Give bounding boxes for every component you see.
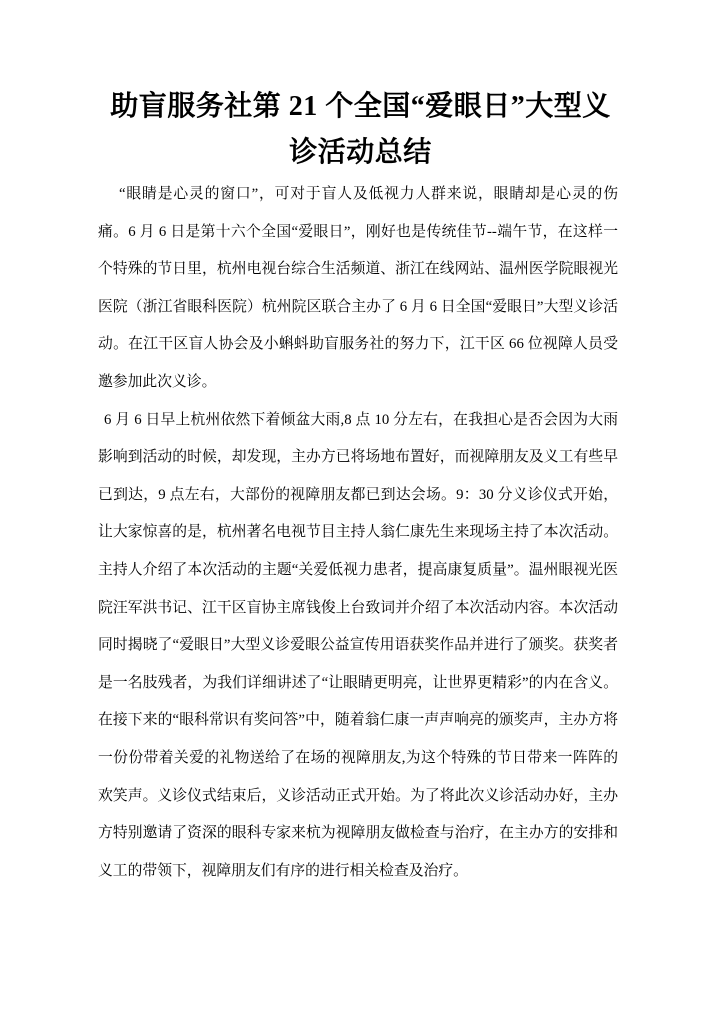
paragraph-event-details: 6 月 6 日早上杭州依然下着倾盆大雨,8 点 10 分左右，在我担心是否会因为大雨影响到活动的时候，却发现，主办方已将场地布置好，而视障朋友及义工有些早已到达，9 点左右，大部份的视障朋友都已到达会场。9：30 分义诊仪式开始，让大家惊喜的是，杭州著名电视节目主持人翁仁康先生来现场主持了本次活动。主持人介绍了本次活动的主题“关爱低视力患者，提高康复质量”。温州眼视光医院汪军洪书记、江干区盲协主席钱俊上台致词并介绍了本次活动内容。本次活动同时揭晓了“爱眼日”大型义诊爱眼公益宣传用语获奖作品并进行了颁奖。获奖者是一名肢残者，为我们详细讲述了“让眼睛更明亮，让世界更精彩”的内在含义。在接下来的“眼科常识有奖问答”中，随着翁仁康一声声响亮的颁奖声，主办方将一份份带着关爱的礼物送给了在场的视障朋友,为这个特殊的节日带来一阵阵的欢笑声。义诊仪式结束后，义诊活动正式开始。为了将此次义诊活动办好，主办方特别邀请了资深的眼科专家来杭为视障朋友做检查与治疗，在主办方的安排和义工的带领下，视障朋友们有序的进行相关检查及治疗。 xyxy=(98,411,618,879)
paragraph-intro: “眼睛是心灵的窗口”，可对于盲人及低视力人群来说，眼睛却是心灵的伤痛。6 月 6 日是第十六个全国“爱眼日”，刚好也是传统佳节--端午节，在这样一个特殊的节日里，杭州电视台综合生活频道、浙江在线网站、温州医学院眼视光医院（浙江省眼科医院）杭州院区联合主办了 6 月 6 日全国“爱眼日”大型义诊活动。在江干区盲人协会及小蝌蚪助盲服务社的努力下，江干区 66 位视障人员受邀参加此次义诊。 xyxy=(98,186,618,390)
document-title: 助盲服务社第 21 个全国“爱眼日”大型义诊活动总结 xyxy=(110,91,611,168)
